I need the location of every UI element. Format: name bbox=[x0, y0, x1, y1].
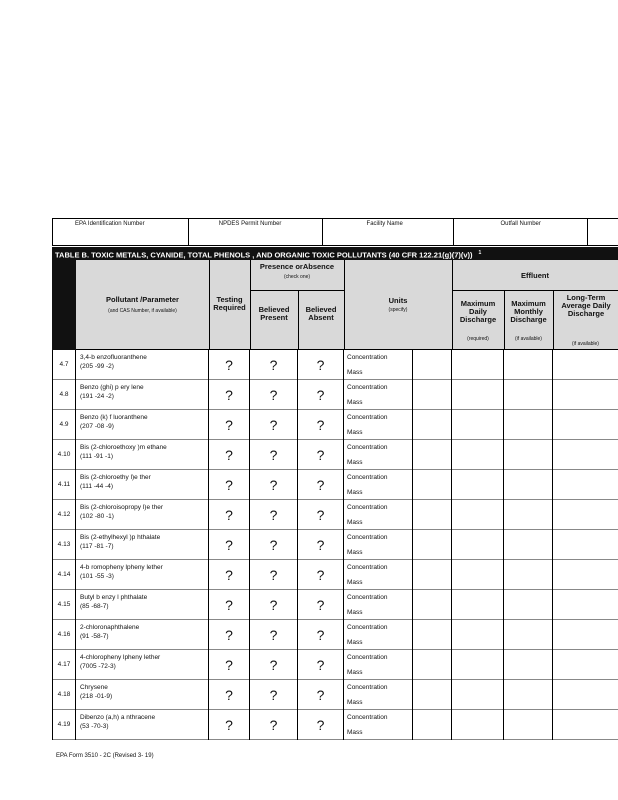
testing-required-checkbox[interactable]: ? bbox=[209, 500, 250, 530]
max-daily-note: (required) bbox=[467, 336, 489, 342]
testing-required-checkbox[interactable]: ? bbox=[209, 650, 250, 680]
facility-name-label: Facility Name bbox=[323, 219, 455, 245]
table-row bbox=[52, 650, 618, 680]
cas-number: (85 -68-7) bbox=[80, 603, 109, 610]
unit-mass-label: Mass bbox=[347, 519, 363, 526]
row-number: 4.18 bbox=[52, 680, 76, 710]
cas-number: (91 -58-7) bbox=[80, 633, 109, 640]
max-monthly-header: Maximum Monthly Discharge bbox=[510, 299, 547, 324]
believed-present-checkbox[interactable]: ? bbox=[250, 410, 298, 440]
units-cell bbox=[344, 500, 413, 530]
max-daily-field[interactable] bbox=[452, 620, 504, 650]
units-cell bbox=[344, 590, 413, 620]
epa-id-label: EPA Identification Number bbox=[53, 219, 189, 245]
pollutant-name: Bis (2-ethylhexyl )p hthalate bbox=[80, 534, 161, 541]
units-value-field[interactable] bbox=[413, 350, 452, 380]
id-row-spacer bbox=[588, 219, 618, 245]
units-value-field[interactable] bbox=[413, 680, 452, 710]
table-row bbox=[52, 560, 618, 590]
header-divider bbox=[344, 260, 345, 350]
row-number: 4.19 bbox=[52, 710, 76, 740]
believed-present-checkbox[interactable]: ? bbox=[250, 500, 298, 530]
unit-concentration-label: Concentration bbox=[347, 564, 388, 571]
believed-absent-checkbox[interactable]: ? bbox=[298, 710, 344, 740]
pollutant-cell bbox=[76, 710, 209, 740]
unit-concentration-label: Concentration bbox=[347, 594, 388, 601]
cas-number: (53 -70-3) bbox=[80, 723, 109, 730]
pollutant-cell bbox=[76, 470, 209, 500]
units-cell bbox=[344, 620, 413, 650]
units-value-field[interactable] bbox=[413, 560, 452, 590]
max-daily-header: Maximum Daily Discharge bbox=[459, 299, 497, 324]
unit-concentration-label: Concentration bbox=[347, 474, 388, 481]
pollutant-cell bbox=[76, 500, 209, 530]
long-term-average-field[interactable] bbox=[553, 380, 618, 410]
pollutant-cell bbox=[76, 620, 209, 650]
long-term-header: Long-Term Average Daily Discharge bbox=[561, 293, 611, 318]
believed-absent-checkbox[interactable]: ? bbox=[298, 410, 344, 440]
pollutant-name: Bis (2-chloroethy l)e ther bbox=[80, 474, 151, 481]
table-row bbox=[52, 380, 618, 410]
column-header-block bbox=[52, 260, 618, 350]
testing-required-checkbox[interactable]: ? bbox=[209, 620, 250, 650]
pollutant-name: 4-b romopheny lpheny lether bbox=[80, 564, 163, 571]
believed-present-checkbox[interactable]: ? bbox=[250, 470, 298, 500]
long-term-average-field[interactable] bbox=[553, 440, 618, 470]
believed-present-checkbox[interactable]: ? bbox=[250, 530, 298, 560]
max-daily-field[interactable] bbox=[452, 410, 504, 440]
believed-present-checkbox[interactable]: ? bbox=[250, 440, 298, 470]
pollutant-name: Bis (2-chloroethoxy )m ethane bbox=[80, 444, 167, 451]
max-monthly-field[interactable] bbox=[504, 620, 553, 650]
max-monthly-field[interactable] bbox=[504, 530, 553, 560]
units-cell bbox=[344, 350, 413, 380]
pollutant-cell bbox=[76, 680, 209, 710]
units-cell bbox=[344, 650, 413, 680]
units-value-field[interactable] bbox=[413, 440, 452, 470]
max-monthly-field[interactable] bbox=[504, 500, 553, 530]
believed-present-checkbox[interactable]: ? bbox=[250, 380, 298, 410]
pollutant-cell bbox=[76, 350, 209, 380]
max-monthly-field[interactable] bbox=[504, 380, 553, 410]
believed-present-checkbox[interactable]: ? bbox=[250, 350, 298, 380]
believed-absent-checkbox[interactable]: ? bbox=[298, 470, 344, 500]
unit-concentration-label: Concentration bbox=[347, 384, 388, 391]
unit-mass-label: Mass bbox=[347, 669, 363, 676]
max-monthly-field[interactable] bbox=[504, 560, 553, 590]
max-monthly-field[interactable] bbox=[504, 440, 553, 470]
pollutant-cell bbox=[76, 380, 209, 410]
units-header-note: (specify) bbox=[388, 307, 408, 313]
max-monthly-note: (if available) bbox=[515, 336, 542, 342]
long-term-average-field[interactable] bbox=[553, 710, 618, 740]
units-value-field[interactable] bbox=[413, 530, 452, 560]
units-value-field[interactable] bbox=[413, 380, 452, 410]
pollutant-cell bbox=[76, 650, 209, 680]
row-number: 4.17 bbox=[52, 650, 76, 680]
testing-required-checkbox[interactable]: ? bbox=[209, 560, 250, 590]
unit-concentration-label: Concentration bbox=[347, 534, 388, 541]
long-term-note: (if available) bbox=[572, 341, 599, 347]
long-term-average-field[interactable] bbox=[553, 470, 618, 500]
table-row bbox=[52, 500, 618, 530]
long-term-average-field[interactable] bbox=[553, 680, 618, 710]
believed-absent-checkbox[interactable]: ? bbox=[298, 560, 344, 590]
pollutant-cell bbox=[76, 410, 209, 440]
cas-number: (102 -80 -1) bbox=[80, 513, 114, 520]
row-number: 4.14 bbox=[52, 560, 76, 590]
long-term-average-field[interactable] bbox=[553, 620, 618, 650]
pollutant-name: Benzo (k) f luoranthene bbox=[80, 414, 148, 421]
npdes-permit-label: NPDES Permit Number bbox=[189, 219, 323, 245]
believed-present-checkbox[interactable]: ? bbox=[250, 680, 298, 710]
units-value-field[interactable] bbox=[413, 710, 452, 740]
table-row bbox=[52, 530, 618, 560]
table-row bbox=[52, 470, 618, 500]
row-number: 4.11 bbox=[52, 470, 76, 500]
believed-present-checkbox[interactable]: ? bbox=[250, 710, 298, 740]
table-row bbox=[52, 440, 618, 470]
max-daily-field[interactable] bbox=[452, 560, 504, 590]
presence-absence-note: (check one) bbox=[283, 274, 311, 280]
believed-absent-checkbox[interactable]: ? bbox=[298, 530, 344, 560]
header-divider bbox=[452, 290, 618, 291]
pollutant-name: Bis (2-chloroisopropy l)e ther bbox=[80, 504, 164, 511]
cas-number: (7005 -72-3) bbox=[80, 663, 116, 670]
unit-mass-label: Mass bbox=[347, 549, 363, 556]
testing-required-checkbox[interactable]: ? bbox=[209, 410, 250, 440]
table-row bbox=[52, 410, 618, 440]
units-cell bbox=[344, 710, 413, 740]
believed-absent-header: Believed Absent bbox=[305, 305, 337, 322]
believed-present-checkbox[interactable]: ? bbox=[250, 650, 298, 680]
unit-concentration-label: Concentration bbox=[347, 354, 388, 361]
pollutant-name: 4-chloropheny lpheny lether bbox=[80, 654, 161, 661]
units-value-field[interactable] bbox=[413, 410, 452, 440]
cas-number: (218 -01-9) bbox=[80, 693, 113, 700]
pollutant-header-note: (and CAS Number, if available) bbox=[108, 308, 177, 314]
pollutant-header: Pollutant /Parameter bbox=[106, 295, 179, 304]
unit-mass-label: Mass bbox=[347, 489, 363, 496]
testing-required-checkbox[interactable]: ? bbox=[209, 380, 250, 410]
row-number: 4.13 bbox=[52, 530, 76, 560]
table-title-bar bbox=[52, 247, 618, 260]
long-term-average-field[interactable] bbox=[553, 560, 618, 590]
pollutant-cell bbox=[76, 590, 209, 620]
max-monthly-field[interactable] bbox=[504, 650, 553, 680]
units-value-field[interactable] bbox=[413, 650, 452, 680]
believed-absent-checkbox[interactable]: ? bbox=[298, 440, 344, 470]
units-cell bbox=[344, 410, 413, 440]
row-number-header bbox=[52, 260, 76, 350]
believed-present-checkbox[interactable]: ? bbox=[250, 560, 298, 590]
pollutant-name: 2-chloronaphthalene bbox=[80, 624, 140, 631]
table-row bbox=[52, 350, 618, 380]
identification-header-row bbox=[52, 218, 618, 246]
row-number: 4.16 bbox=[52, 620, 76, 650]
long-term-average-field[interactable] bbox=[553, 410, 618, 440]
max-monthly-field[interactable] bbox=[504, 710, 553, 740]
max-daily-field[interactable] bbox=[452, 650, 504, 680]
units-cell bbox=[344, 530, 413, 560]
max-daily-field[interactable] bbox=[452, 680, 504, 710]
header-shading-units bbox=[344, 260, 452, 350]
unit-mass-label: Mass bbox=[347, 639, 363, 646]
long-term-average-field[interactable] bbox=[553, 500, 618, 530]
outfall-number-label: Outfall Number bbox=[454, 219, 588, 245]
testing-required-checkbox[interactable]: ? bbox=[209, 440, 250, 470]
max-daily-field[interactable] bbox=[452, 590, 504, 620]
header-divider bbox=[250, 290, 344, 291]
unit-concentration-label: Concentration bbox=[347, 504, 388, 511]
unit-concentration-label: Concentration bbox=[347, 624, 388, 631]
max-daily-field[interactable] bbox=[452, 470, 504, 500]
pollutant-cell bbox=[76, 530, 209, 560]
pollutant-name: Benzo (ghi) p ery lene bbox=[80, 384, 144, 391]
believed-absent-checkbox[interactable]: ? bbox=[298, 680, 344, 710]
unit-mass-label: Mass bbox=[347, 579, 363, 586]
max-daily-field[interactable] bbox=[452, 500, 504, 530]
believed-absent-checkbox[interactable]: ? bbox=[298, 500, 344, 530]
presence-absence-header: Presence orAbsence bbox=[259, 262, 335, 271]
unit-concentration-label: Concentration bbox=[347, 684, 388, 691]
row-number: 4.9 bbox=[52, 410, 76, 440]
long-term-average-field[interactable] bbox=[553, 590, 618, 620]
units-header: Units bbox=[388, 296, 408, 305]
table-row bbox=[52, 680, 618, 710]
cas-number: (117 -81 -7) bbox=[80, 543, 114, 550]
long-term-average-field[interactable] bbox=[553, 530, 618, 560]
cas-number: (101 -55 -3) bbox=[80, 573, 114, 580]
cas-number: (111 -91 -1) bbox=[80, 453, 113, 460]
testing-required-header: Testing Required bbox=[213, 295, 246, 312]
row-number: 4.12 bbox=[52, 500, 76, 530]
max-daily-field[interactable] bbox=[452, 530, 504, 560]
testing-required-checkbox[interactable]: ? bbox=[209, 710, 250, 740]
believed-absent-checkbox[interactable]: ? bbox=[298, 620, 344, 650]
effluent-header: Effluent bbox=[521, 271, 549, 280]
pollutant-name: Butyl b enzy l phthalate bbox=[80, 594, 148, 601]
max-daily-field[interactable] bbox=[452, 710, 504, 740]
units-cell bbox=[344, 560, 413, 590]
row-number: 4.15 bbox=[52, 590, 76, 620]
cas-number: (207 -08 -9) bbox=[80, 423, 114, 430]
pollutant-cell bbox=[76, 440, 209, 470]
max-daily-field[interactable] bbox=[452, 350, 504, 380]
table-row bbox=[52, 710, 618, 740]
max-monthly-field[interactable] bbox=[504, 410, 553, 440]
units-value-field[interactable] bbox=[413, 620, 452, 650]
units-value-field[interactable] bbox=[413, 470, 452, 500]
table-title-footnote: 1 bbox=[478, 250, 482, 256]
row-number: 4.8 bbox=[52, 380, 76, 410]
pollutant-name: Dibenzo (a,h) a nthracene bbox=[80, 714, 156, 721]
testing-required-checkbox[interactable]: ? bbox=[209, 680, 250, 710]
pollutant-name: Chrysene bbox=[80, 684, 108, 691]
unit-mass-label: Mass bbox=[347, 729, 363, 736]
testing-required-checkbox[interactable]: ? bbox=[209, 350, 250, 380]
long-term-average-field[interactable] bbox=[553, 650, 618, 680]
believed-absent-checkbox[interactable]: ? bbox=[298, 650, 344, 680]
pollutant-name: 3,4-b enzofluoranthene bbox=[80, 354, 147, 361]
long-term-average-field[interactable] bbox=[553, 350, 618, 380]
units-cell bbox=[344, 440, 413, 470]
unit-mass-label: Mass bbox=[347, 369, 363, 376]
max-monthly-field[interactable] bbox=[504, 680, 553, 710]
units-value-field[interactable] bbox=[413, 590, 452, 620]
testing-required-checkbox[interactable]: ? bbox=[209, 470, 250, 500]
row-number: 4.7 bbox=[52, 350, 76, 380]
believed-present-header: Believed Present bbox=[258, 305, 290, 322]
max-daily-field[interactable] bbox=[452, 380, 504, 410]
max-monthly-field[interactable] bbox=[504, 590, 553, 620]
cas-number: (191 -24 -2) bbox=[80, 393, 114, 400]
unit-mass-label: Mass bbox=[347, 609, 363, 616]
row-number: 4.10 bbox=[52, 440, 76, 470]
units-cell bbox=[344, 380, 413, 410]
unit-mass-label: Mass bbox=[347, 429, 363, 436]
form-footer: EPA Form 3510 - 2C (Revised 3- 19) bbox=[56, 753, 154, 759]
believed-absent-checkbox[interactable]: ? bbox=[298, 350, 344, 380]
units-cell bbox=[344, 680, 413, 710]
believed-absent-checkbox[interactable]: ? bbox=[298, 590, 344, 620]
unit-mass-label: Mass bbox=[347, 699, 363, 706]
pollutant-cell bbox=[76, 560, 209, 590]
table-title: TABLE B. TOXIC METALS, CYANIDE, TOTAL PHENOLS , AND ORGANIC TOXIC POLLUTANTS (40 CFR 122.21(g)(7)(v)) bbox=[55, 250, 473, 260]
units-cell bbox=[344, 470, 413, 500]
table-row bbox=[52, 590, 618, 620]
unit-concentration-label: Concentration bbox=[347, 414, 388, 421]
cas-number: (111 -44 -4) bbox=[80, 483, 113, 490]
table-row bbox=[52, 620, 618, 650]
max-monthly-field[interactable] bbox=[504, 350, 553, 380]
testing-required-checkbox[interactable]: ? bbox=[209, 590, 250, 620]
believed-absent-checkbox[interactable]: ? bbox=[298, 380, 344, 410]
units-value-field[interactable] bbox=[413, 500, 452, 530]
unit-mass-label: Mass bbox=[347, 459, 363, 466]
max-daily-field[interactable] bbox=[452, 440, 504, 470]
unit-mass-label: Mass bbox=[347, 399, 363, 406]
unit-concentration-label: Concentration bbox=[347, 654, 388, 661]
unit-concentration-label: Concentration bbox=[347, 714, 388, 721]
believed-present-checkbox[interactable]: ? bbox=[250, 590, 298, 620]
pollutant-rows bbox=[52, 350, 618, 740]
unit-concentration-label: Concentration bbox=[347, 444, 388, 451]
max-monthly-field[interactable] bbox=[504, 470, 553, 500]
testing-required-checkbox[interactable]: ? bbox=[209, 530, 250, 560]
cas-number: (205 -99 -2) bbox=[80, 363, 114, 370]
believed-present-checkbox[interactable]: ? bbox=[250, 620, 298, 650]
